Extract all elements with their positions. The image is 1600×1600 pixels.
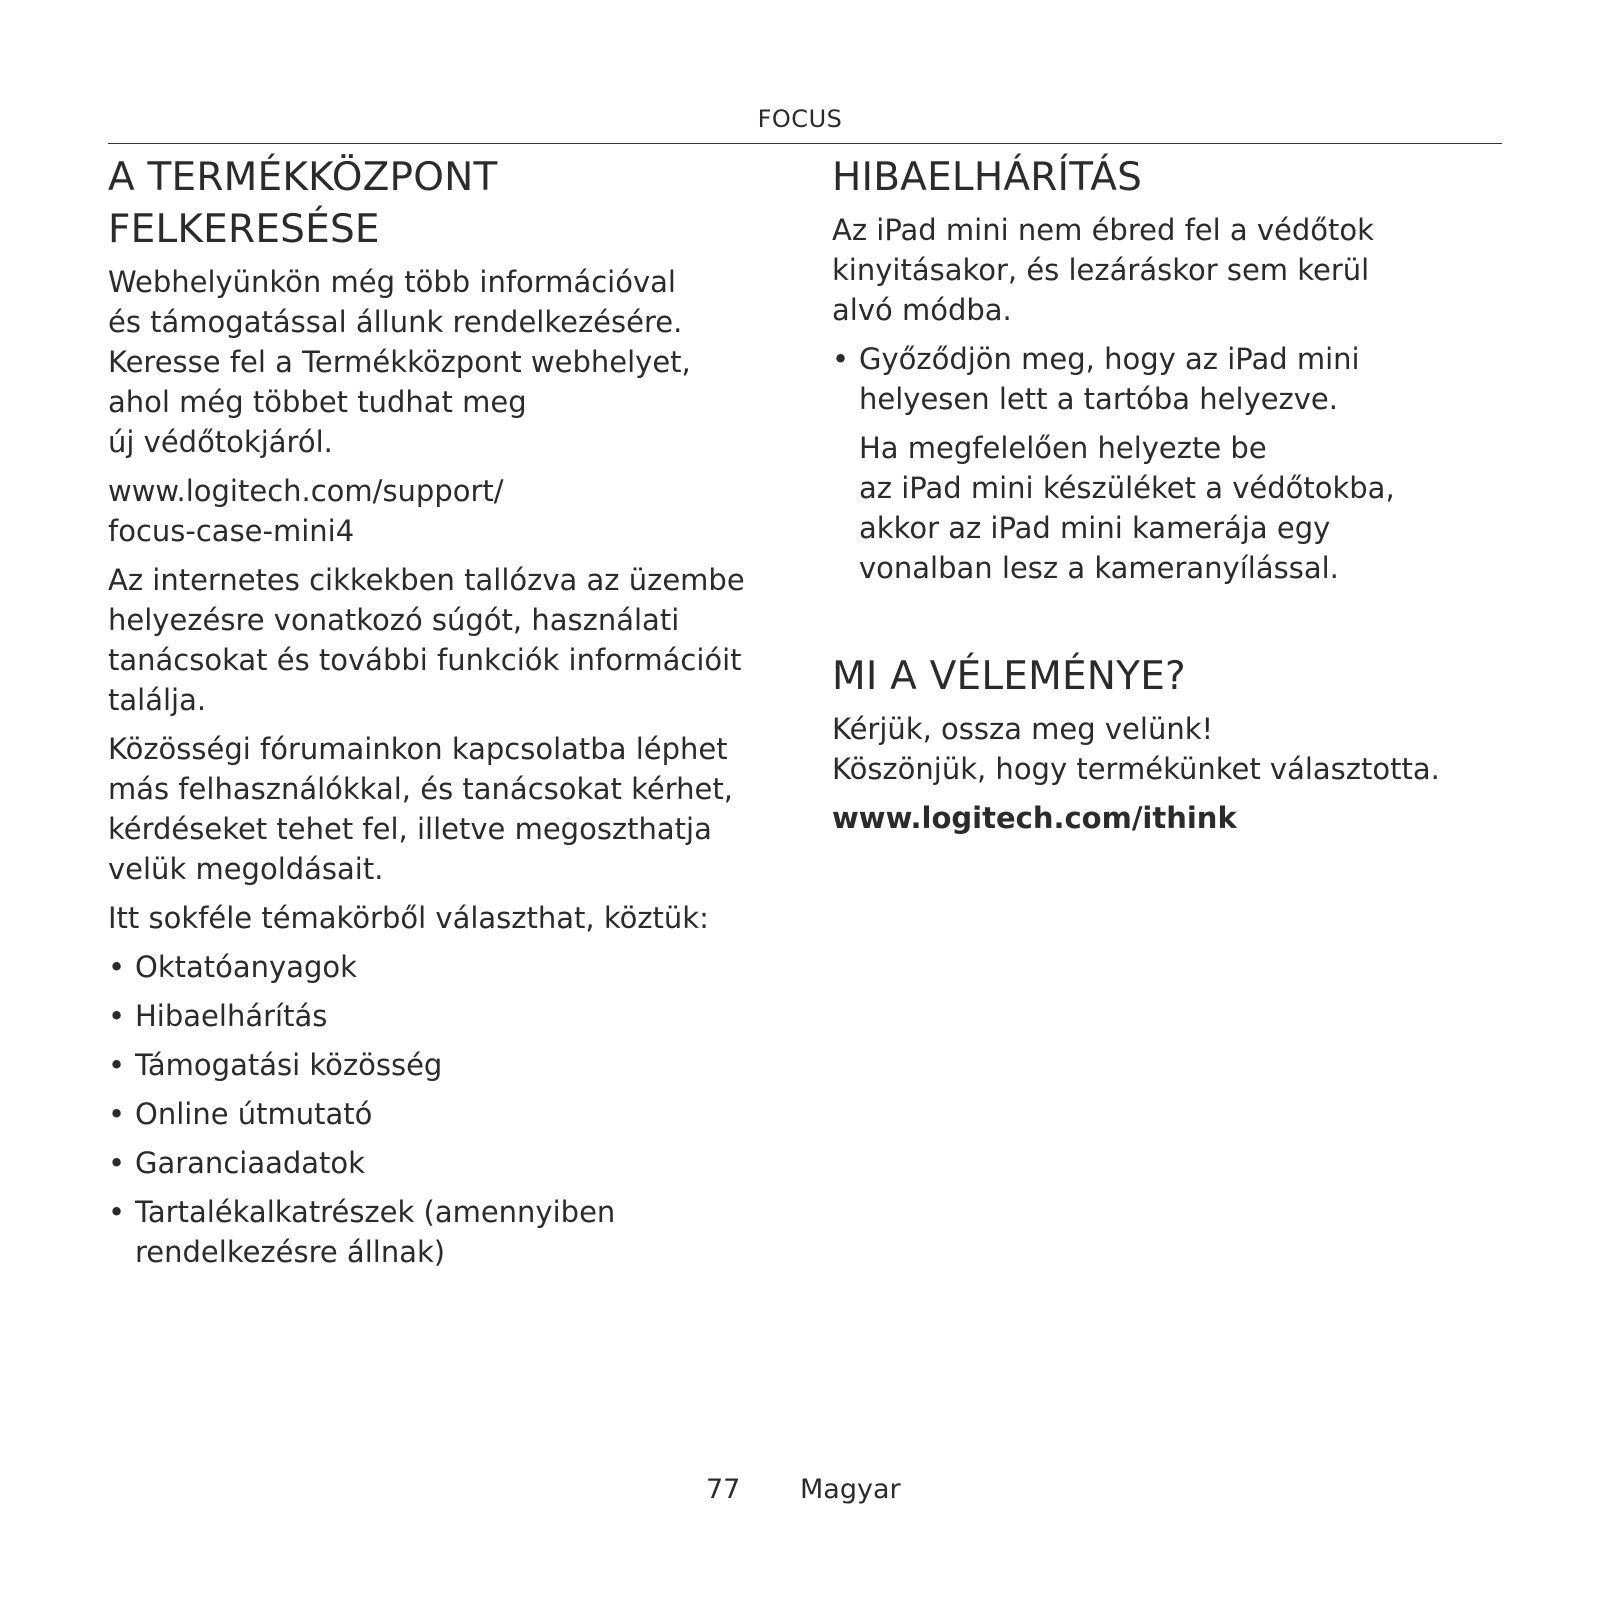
- bullet-icon: •: [108, 1048, 126, 1082]
- page-number: 77: [706, 1474, 741, 1505]
- list-item-text: rendelkezésre állnak): [135, 1235, 446, 1269]
- text-line: helyezésre vonatkozó súgót, használati: [108, 603, 680, 637]
- text-line: akkor az iPad mini kamerája egy: [859, 511, 1331, 545]
- list-item-text: Támogatási közösség: [135, 1048, 443, 1082]
- text-line: kérdéseket tehet fel, illetve megoszthatja: [108, 812, 712, 846]
- text-line: az iPad mini készüléket a védőtokba,: [859, 471, 1395, 505]
- list-item-text: Tartalékalkatrészek (amennyiben: [135, 1195, 616, 1229]
- text-line: Kérjük, ossza meg velünk!: [832, 712, 1214, 746]
- list-item: [108, 947, 798, 987]
- running-header: FOCUS: [757, 105, 843, 133]
- list-item: [108, 1045, 798, 1085]
- text-line: ahol még többet tudhat meg: [108, 385, 527, 419]
- feedback-heading: MI A VÉLEMÉNYE?: [832, 654, 1186, 699]
- text-line: Keresse fel a Termékközpont webhelyet,: [108, 345, 691, 379]
- text-line: kinyitásakor, és lezáráskor sem kerül: [832, 253, 1370, 287]
- url-line: www.logitech.com/support/: [108, 474, 504, 508]
- forums-paragraph: [108, 729, 798, 889]
- tip-note: [832, 428, 1522, 588]
- articles-paragraph: [108, 560, 798, 720]
- topics-intro: Itt sokféle témakörből választhat, köztük:: [108, 901, 709, 935]
- list-item: [832, 339, 1522, 419]
- list-item-text: Garanciaadatok: [135, 1146, 365, 1180]
- bullet-icon: •: [108, 1146, 126, 1180]
- heading-line: A TERMÉKKÖZPONT: [108, 155, 498, 200]
- problem-description: [832, 210, 1522, 330]
- list-item-text: Győződjön meg, hogy az iPad mini: [859, 342, 1360, 376]
- topics-list: [108, 947, 798, 1272]
- text-line: vonalban lesz a kameranyílással.: [859, 551, 1339, 585]
- url-line: focus-case-mini4: [108, 514, 355, 548]
- feedback-text: [832, 709, 1522, 789]
- product-central-heading: [108, 152, 798, 256]
- header-rule: [108, 143, 1502, 144]
- support-url[interactable]: [108, 471, 798, 551]
- list-item-text: helyesen lett a tartóba helyezve.: [859, 382, 1338, 416]
- right-column: [832, 152, 1522, 838]
- text-line: Ha megfelelően helyezte be: [859, 431, 1267, 465]
- bullet-icon: •: [108, 950, 126, 984]
- bullet-icon: •: [832, 342, 850, 376]
- list-item: [108, 1192, 798, 1272]
- text-line: Az iPad mini nem ébred fel a védőtok: [832, 213, 1374, 247]
- text-line: Köszönjük, hogy termékünket választotta.: [832, 752, 1440, 786]
- bullet-icon: •: [108, 999, 126, 1033]
- text-line: velük megoldásait.: [108, 852, 384, 886]
- text-line: más felhasználókkal, és tanácsokat kérhet,: [108, 772, 733, 806]
- bullet-icon: •: [108, 1097, 126, 1131]
- text-line: találja.: [108, 683, 207, 717]
- list-item-text: Hibaelhárítás: [135, 999, 328, 1033]
- heading-line: FELKERESÉSE: [108, 207, 380, 252]
- list-item: [108, 996, 798, 1036]
- intro-paragraph: [108, 262, 798, 462]
- list-item-text: Oktatóanyagok: [135, 950, 357, 984]
- troubleshooting-heading: HIBAELHÁRÍTÁS: [832, 155, 1143, 200]
- language-label: Magyar: [800, 1474, 901, 1505]
- list-item: [108, 1143, 798, 1183]
- text-line: alvó módba.: [832, 293, 1012, 327]
- list-item: [108, 1094, 798, 1134]
- feedback-link[interactable]: www.logitech.com/ithink: [832, 801, 1237, 835]
- section-spacer: [832, 597, 1522, 651]
- text-line: tanácsokat és további funkciók információit: [108, 643, 742, 677]
- list-item-text: Online útmutató: [135, 1097, 373, 1131]
- left-column: [108, 152, 798, 1281]
- text-line: új védőtokjáról.: [108, 425, 333, 459]
- text-line: Közösségi fórumainkon kapcsolatba léphet: [108, 732, 728, 766]
- bullet-icon: •: [108, 1195, 126, 1229]
- troubleshooting-tips: [832, 339, 1522, 419]
- text-line: és támogatással állunk rendelkezésére.: [108, 305, 683, 339]
- text-line: Az internetes cikkekben tallózva az üzembe: [108, 563, 745, 597]
- text-line: Webhelyünkön még több információval: [108, 265, 676, 299]
